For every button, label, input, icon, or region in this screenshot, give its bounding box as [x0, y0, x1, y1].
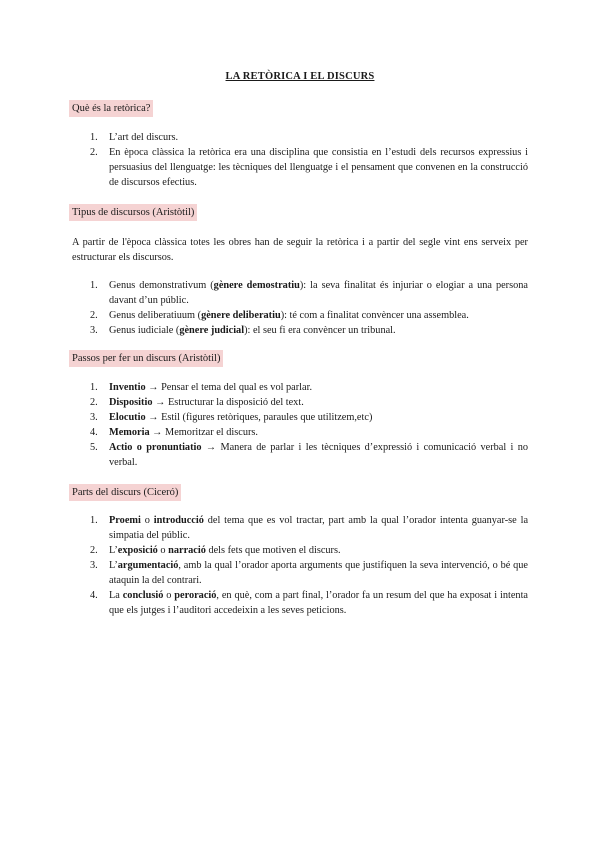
list-parts [72, 513, 528, 618]
section-heading-what-is-rhetoric: Què és la retòrica? [69, 100, 153, 117]
list-what-is-rhetoric [72, 130, 528, 190]
section-heading-parts: Parts del discurs (Ciceró) [69, 484, 181, 501]
list-item: 3. Elocutio → Estil (figures retòriques, paraules que utilitzem,etc) [90, 412, 373, 423]
section-heading-types-of-discourse: Tipus de discursos (Aristòtil) [69, 204, 197, 221]
list-item: 3. L’argumentació, amb la qual l’orador aporta arguments que justifiquen la seva intervenció, o bé que ataquin la del contrari. [90, 560, 528, 586]
list-item: 4. La conclusió o peroració, en què, com a part final, l’orador fa un resum del que ha exposat i intenta que els jutges i l’auditori accedeixin a les seves peticions. [90, 590, 529, 616]
intro-paragraph: A partir de l'època clàssica totes les obres han de seguir la retòrica i a partir del segle vint ens serveix per estructurar els discursos. [72, 237, 528, 263]
list-item: 2. En època clàssica la retòrica era una disciplina que consistia en l’estudi dels recursos expressius i persuasius del llenguatge: les tècniques del llenguatge i el pensament que convenen en la construcció de discursos efectius. [90, 147, 528, 188]
list-item: 1. Proemi o introducció del tema que es vol tractar, part amb la qual l’orador intenta guanyar-se la simpatia del públic. [90, 515, 529, 541]
list-item: 2. Genus deliberatiuum (gènere deliberatiu): té com a finalitat convèncer una assemblea. [90, 310, 469, 321]
list-types-of-discourse [72, 278, 528, 338]
list-item: 5. Actio o pronuntiatio → Manera de parlar i les tècniques d’expressió i comunicació verbal i no verbal. [90, 442, 528, 468]
list-item: 1. Genus demonstrativum (gènere demostratiu): la seva finalitat és injuriar o elogiar a una persona davant d’un públic. [90, 280, 528, 306]
list-item: 4. Memoria → Memoritzar el discurs. [90, 427, 258, 438]
list-item: 2. Dispositio → Estructurar la disposició del text. [90, 397, 304, 408]
list-item: 2. L’exposició o narració dels fets que motiven el discurs. [90, 545, 341, 556]
section-heading-steps: Passos per fer un discurs (Aristòtil) [69, 350, 223, 367]
list-item: 3. Genus iudiciale (gènere judicial): el seu fi era convèncer un tribunal. [90, 325, 396, 336]
list-item: 1. Inventio → Pensar el tema del qual es vol parlar. [90, 382, 313, 393]
page-title: LA RETÒRICA I EL DISCURS [225, 71, 375, 82]
list-steps [72, 380, 528, 470]
list-item: 1. L’art del discurs. [90, 132, 179, 143]
